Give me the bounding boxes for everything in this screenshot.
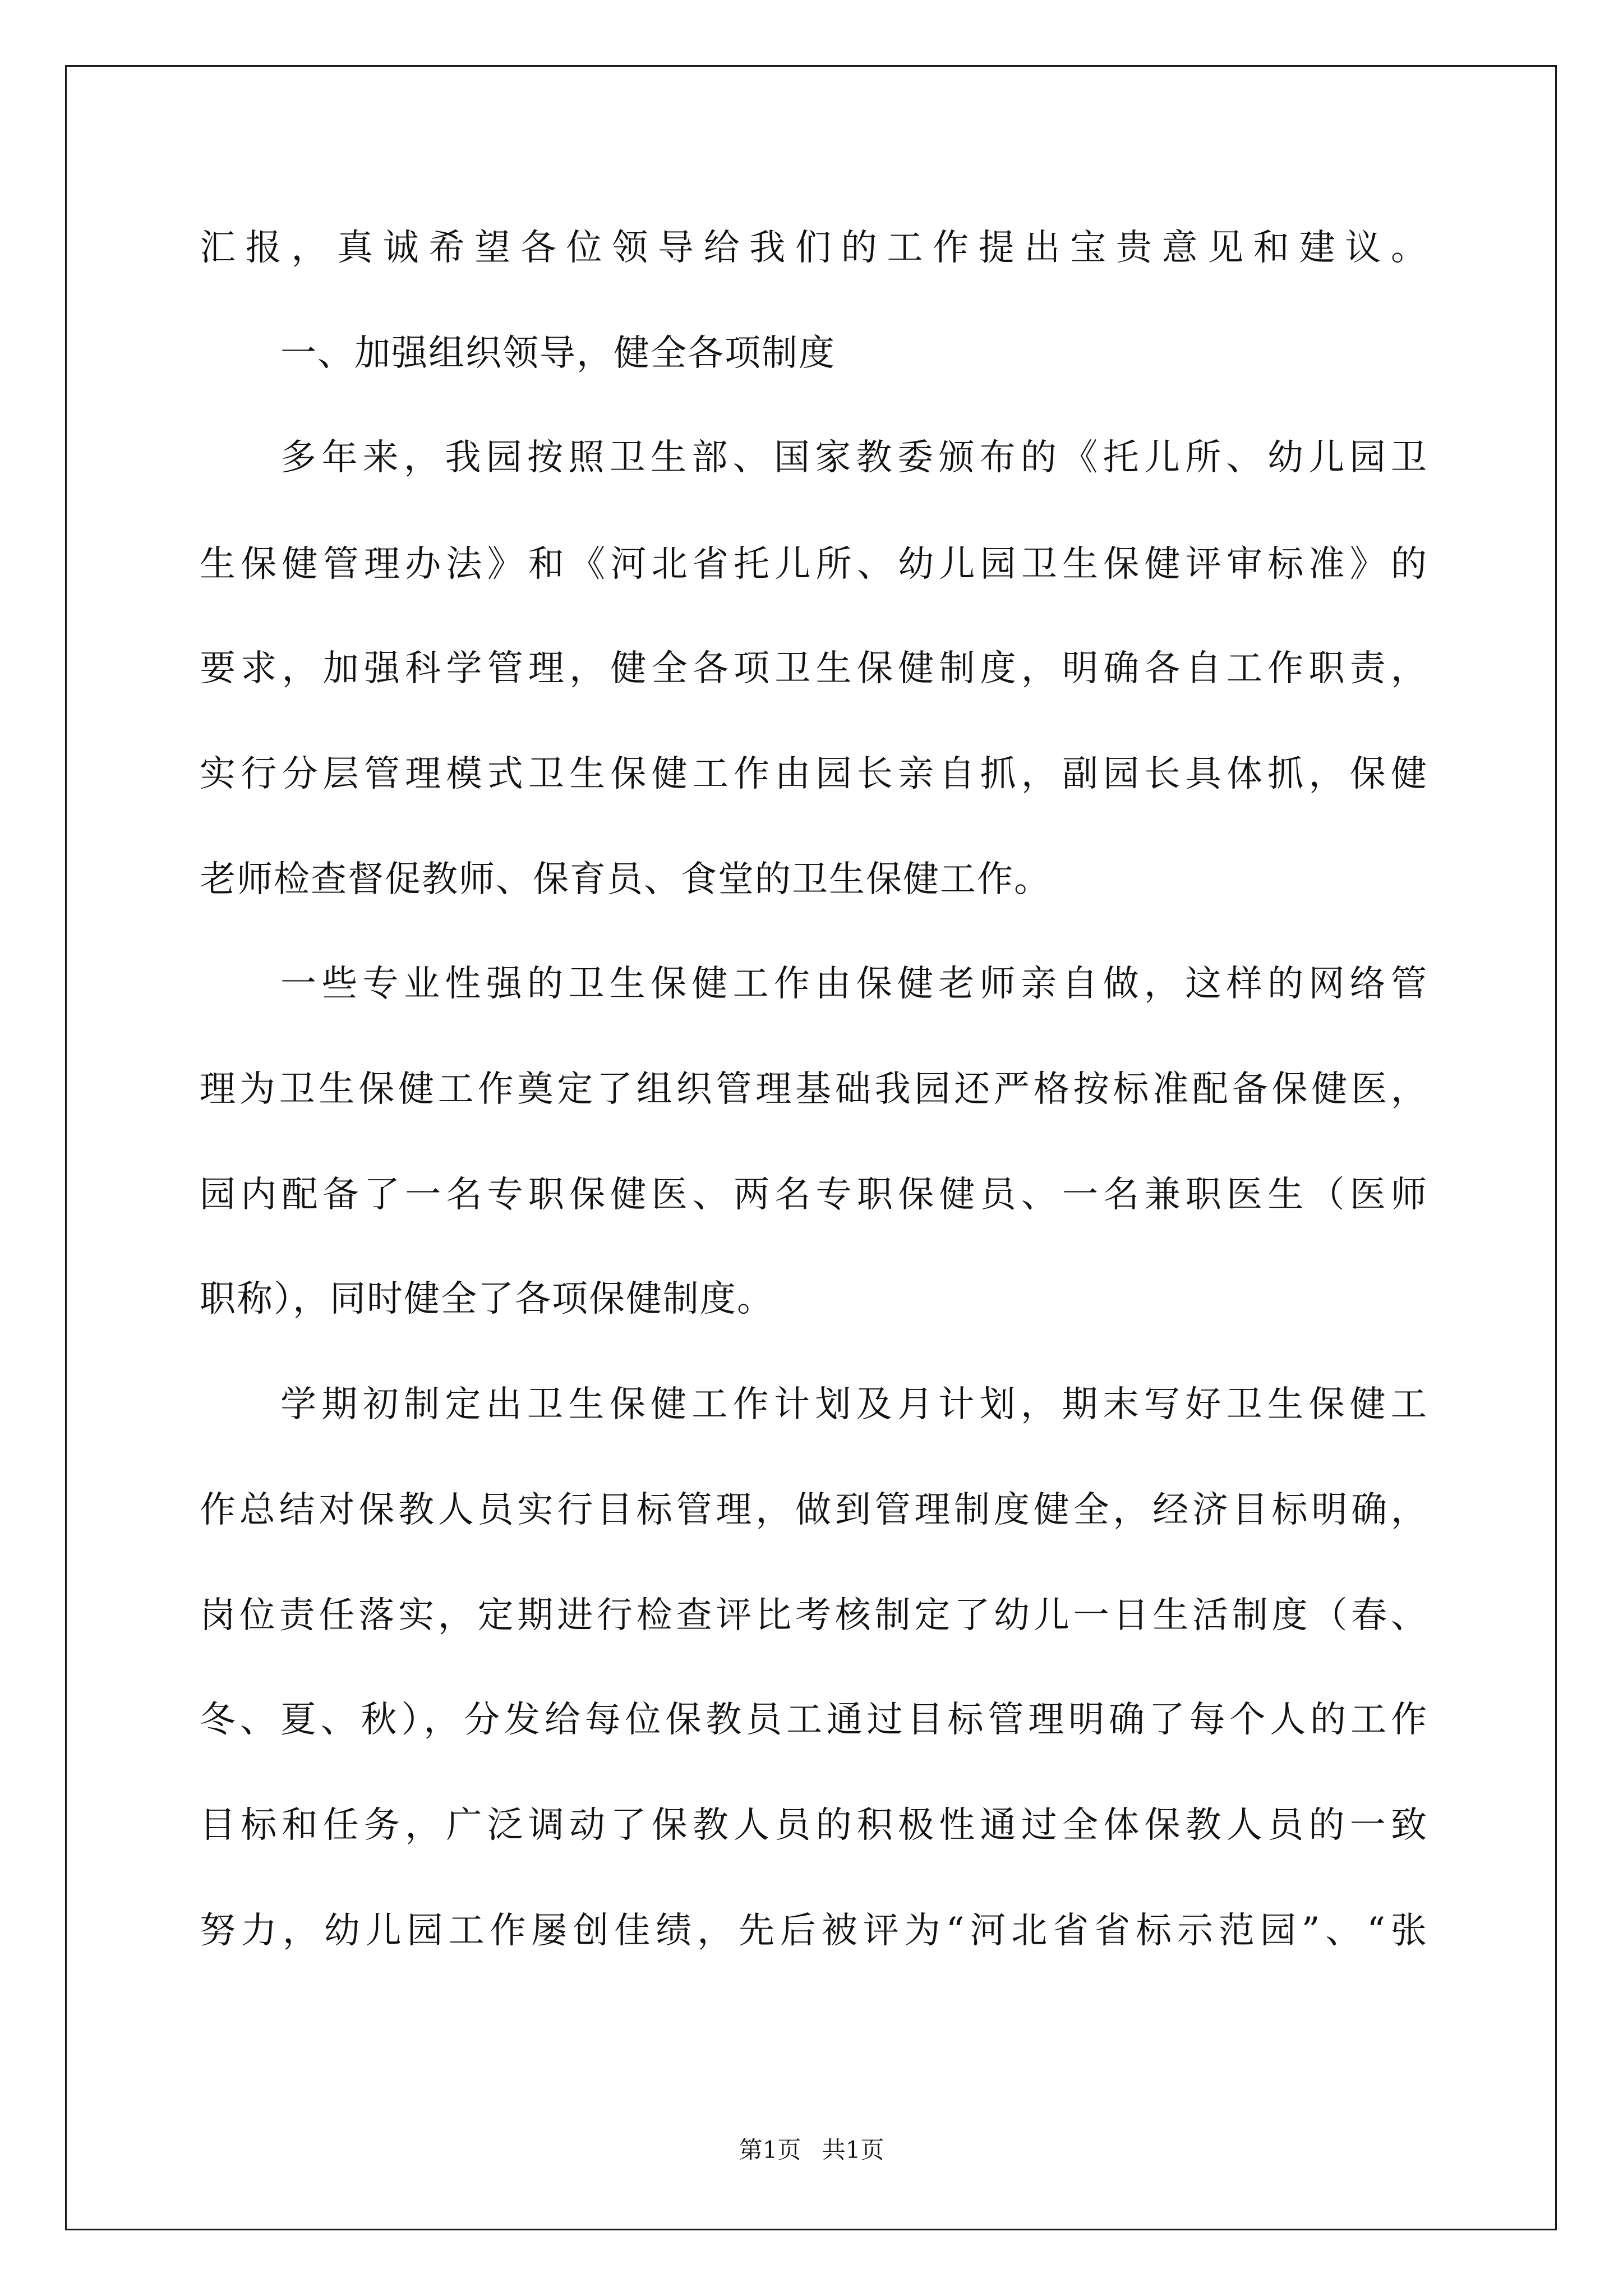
section-heading: 一、加强组织领导，健全各项制度 (280, 333, 836, 374)
text-line: 学期初制定出卫生保健工作计划及月计划，期末写好卫生保健工 (280, 1384, 1428, 1425)
text-line: 生保健管理办法》和《河北省托儿所、幼儿园卫生保健评审标准》的 (200, 544, 1428, 585)
text-line: 职称），同时健全了各项保健制度。 (200, 1278, 774, 1320)
text-line: 冬、夏、秋），分发给每位保教员工通过目标管理明确了每个人的工作 (200, 1699, 1428, 1741)
text-line: 老师检查督促教师、保育员、食堂的卫生保健工作。 (200, 859, 1051, 900)
page-footer (0, 2138, 1623, 2162)
text-line: 要求，加强科学管理，健全各项卫生保健制度，明确各自工作职责， (200, 648, 1428, 689)
text-line: 园内配备了一名专职保健医、两名专职保健员、一名兼职医生（医师 (200, 1174, 1428, 1216)
text-line: 理为卫生保健工作奠定了组织管理基础我园还严格按标准配备保健医， (200, 1069, 1428, 1110)
text-line: 一些专业性强的卫生保健工作由保健老师亲自做，这样的网络管 (280, 963, 1428, 1005)
page-total: 共1页 (822, 2136, 884, 2164)
text-line: 汇报，真诚希望各位领导给我们的工作提出宝贵意见和建议。 (200, 227, 1428, 269)
text-line: 作总结对保教人员实行目标管理，做到管理制度健全，经济目标明确， (200, 1489, 1428, 1531)
page-number: 第1页 (739, 2136, 801, 2164)
text-line: 多年来，我园按照卫生部、国家教委颁布的《托儿所、幼儿园卫 (280, 437, 1428, 478)
text-line: 实行分层管理模式卫生保健工作由园长亲自抓，副园长具体抓，保健 (200, 753, 1428, 795)
text-line: 努力，幼儿园工作屡创佳绩，先后被评为“河北省省标示范园”、“张 (200, 1910, 1428, 1952)
text-line: 目标和任务，广泛调动了保教人员的积极性通过全体保教人员的一致 (200, 1805, 1428, 1846)
page-border (65, 65, 1557, 2230)
text-line: 岗位责任落实，定期进行检查评比考核制定了幼儿一日生活制度（春、 (200, 1595, 1428, 1636)
